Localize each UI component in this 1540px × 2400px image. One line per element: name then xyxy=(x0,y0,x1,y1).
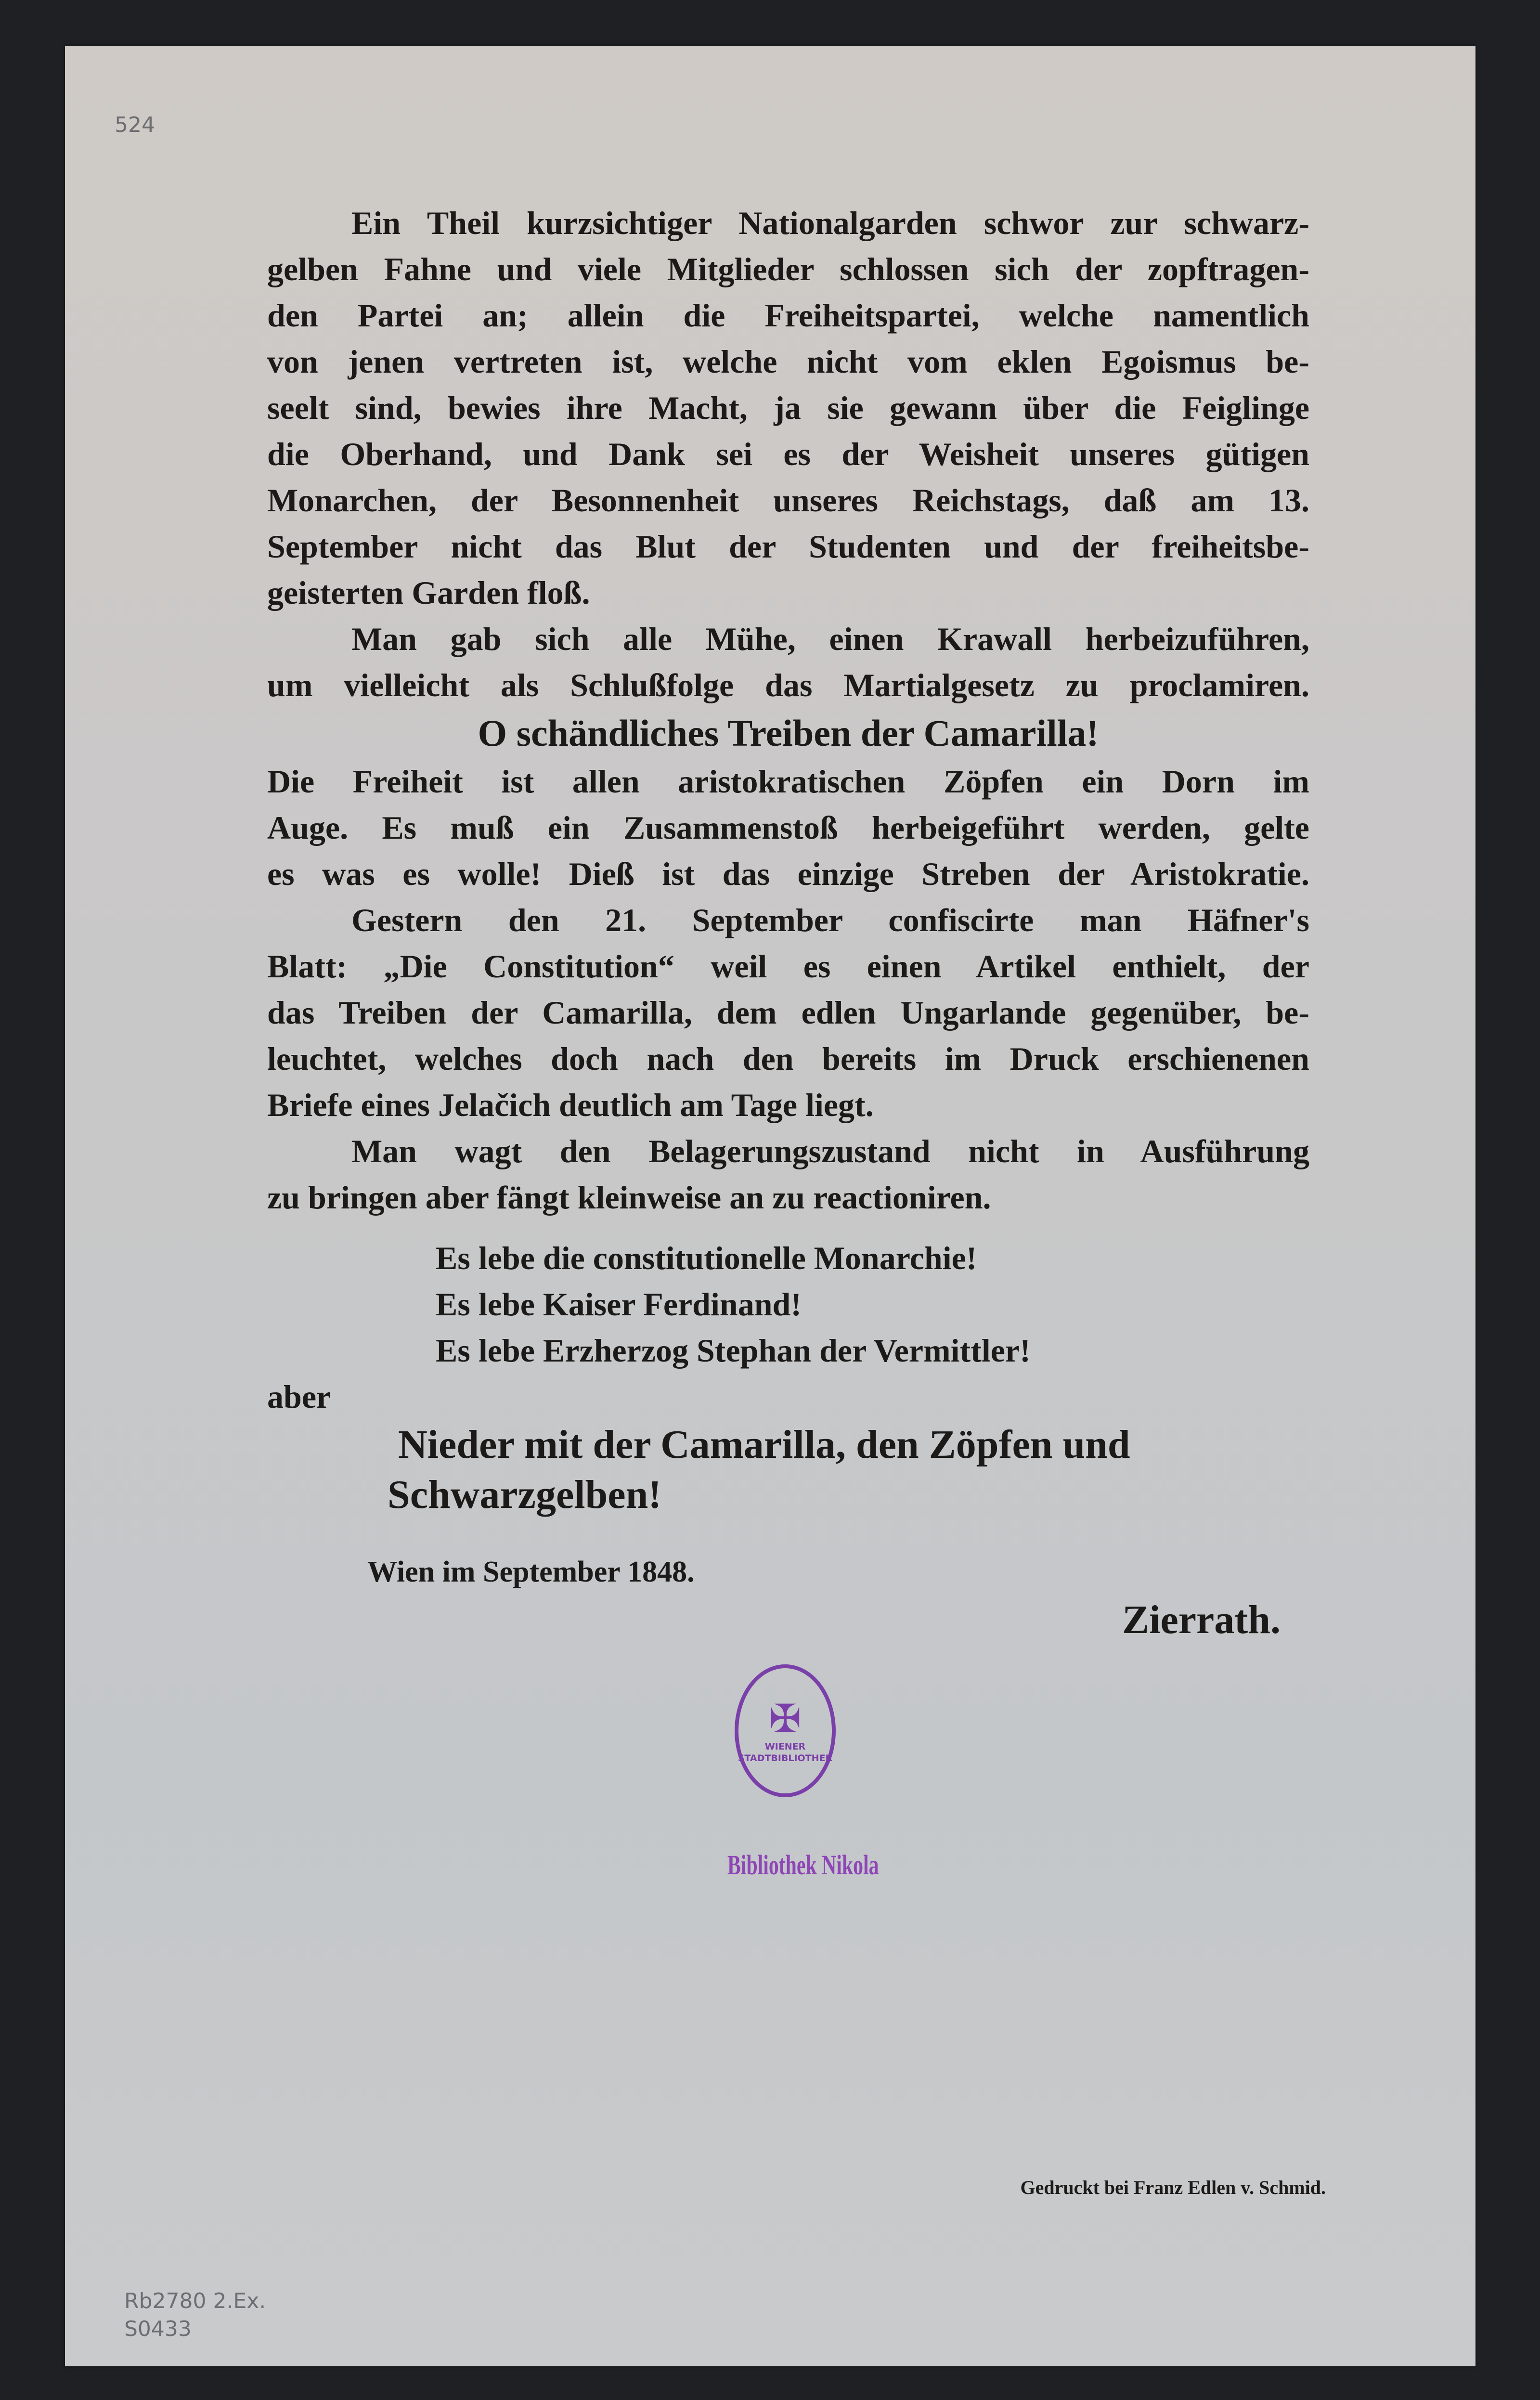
aber-word: aber xyxy=(267,1378,331,1415)
text-line: Monarchen, der Besonnenheit unseres Reichstags, daß am 13. xyxy=(267,482,1309,519)
text-line: leuchtet, welches doch nach den bereits im Druck erschienenen xyxy=(267,1040,1309,1077)
text-line: Briefe eines Jelačich deutlich am Tage liegt. xyxy=(267,1087,874,1123)
dateline: Wien im September 1848. xyxy=(367,1556,695,1588)
signature: Zierrath. xyxy=(1122,1597,1281,1642)
text-line: Gestern den 21. September confiscirte man Häfner's xyxy=(351,902,1309,938)
stamp-text: WIENER STADTBIBLIOTHEK xyxy=(738,1741,833,1764)
library-stamp xyxy=(735,1664,836,1797)
text-line: geisterten Garden floß. xyxy=(267,574,590,611)
text-line: Blatt: „Die Constitution“ weil es einen Artikel enthielt, der xyxy=(267,948,1309,985)
pencil-page-number: 524 xyxy=(115,113,155,137)
text-line: Man wagt den Belagerungszustand nicht in Ausführung xyxy=(351,1133,1309,1169)
text-line: zu bringen aber fängt kleinweise an zu reactioniren. xyxy=(267,1179,991,1216)
printer-imprint: Gedruckt bei Franz Edlen v. Schmid. xyxy=(1020,2177,1326,2198)
slogan-line: Es lebe Erzherzog Stephan der Vermittler! xyxy=(436,1332,1031,1369)
eagle-icon: ✠ xyxy=(769,1698,802,1740)
text-line: um vielleicht als Schlußfolge das Martialgesetz zu proclamiren. xyxy=(267,667,1309,703)
text-line: es was es wolle! Dieß ist das einzige Streben der Aristokratie. xyxy=(267,856,1309,892)
text-line: Auge. Es muß ein Zusammenstoß herbeigeführt werden, gelte xyxy=(267,809,1309,846)
pencil-shelfmark-2: S0433 xyxy=(124,2317,192,2341)
nikola-stamp: Bibliothek Nikola xyxy=(727,1849,879,1881)
proclamation-text xyxy=(267,200,1309,1645)
text-line: Die Freiheit ist allen aristokratischen Zöpfen ein Dorn im xyxy=(267,763,1309,800)
nieder-line: Nieder mit der Camarilla, den Zöpfen und xyxy=(398,1422,1130,1467)
text-line: September nicht das Blut der Studenten und der freiheitsbe- xyxy=(267,528,1309,565)
text-line: seelt sind, bewies ihre Macht, ja sie gewann über die Feiglinge xyxy=(267,389,1309,426)
text-line: gelben Fahne und viele Mitglieder schlossen sich der zopftragen- xyxy=(267,251,1309,287)
nieder-line: Schwarzgelben! xyxy=(388,1472,662,1517)
slogan-line: Es lebe die constitutionelle Monarchie! xyxy=(436,1240,977,1276)
text-line: das Treiben der Camarilla, dem edlen Ungarlande gegenüber, be- xyxy=(267,994,1309,1031)
heading: O schändliches Treiben der Camarilla! xyxy=(478,712,1099,754)
slogan-line: Es lebe Kaiser Ferdinand! xyxy=(436,1286,802,1323)
text-line: Ein Theil kurzsichtiger Nationalgarden schwor zur schwarz- xyxy=(351,205,1309,241)
pencil-shelfmark-1: Rb2780 2.Ex. xyxy=(124,2289,266,2313)
text-line: die Oberhand, und Dank sei es der Weisheit unseres gütigen xyxy=(267,436,1309,472)
text-line: den Partei an; allein die Freiheitspartei, welche namentlich xyxy=(267,297,1309,334)
text-line: Man gab sich alle Mühe, einen Krawall herbeizuführen, xyxy=(351,621,1309,657)
text-line: von jenen vertreten ist, welche nicht vom eklen Egoismus be- xyxy=(267,343,1309,380)
